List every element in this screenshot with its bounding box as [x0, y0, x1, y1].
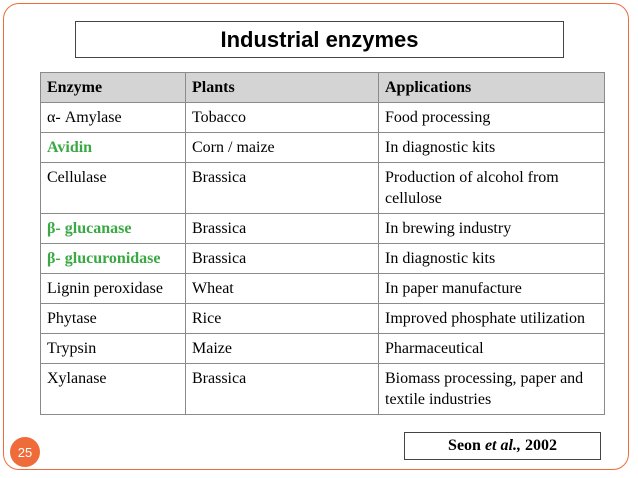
- enzyme-cell: β- glucuronidase: [41, 244, 186, 274]
- title-box: [75, 21, 564, 58]
- table-row: [41, 163, 605, 214]
- citation-year: 2002: [524, 437, 557, 454]
- table-row: [41, 214, 605, 244]
- application-cell: Pharmaceutical: [379, 334, 605, 364]
- table-row: [41, 364, 605, 415]
- plants-cell: Corn / maize: [186, 133, 379, 163]
- enzyme-cell: Avidin: [41, 133, 186, 163]
- citation-etal: et al.,: [484, 437, 521, 454]
- application-cell: In diagnostic kits: [379, 133, 605, 163]
- plants-cell: Brassica: [186, 214, 379, 244]
- application-cell: Food processing: [379, 103, 605, 133]
- table-header-row: [41, 73, 605, 103]
- enzyme-cell: Trypsin: [41, 334, 186, 364]
- plants-cell: Brassica: [186, 244, 379, 274]
- enzyme-cell: Lignin peroxidase: [41, 274, 186, 304]
- plants-cell: Wheat: [186, 274, 379, 304]
- plants-cell: Brassica: [186, 163, 379, 214]
- plants-cell: Maize: [186, 334, 379, 364]
- enzyme-cell: β- glucanase: [41, 214, 186, 244]
- enzyme-table: [40, 72, 605, 415]
- table-row: [41, 133, 605, 163]
- table-row: [41, 334, 605, 364]
- application-cell: In brewing industry: [379, 214, 605, 244]
- table-row: [41, 103, 605, 133]
- enzyme-cell: Phytase: [41, 304, 186, 334]
- slide-title: Industrial enzymes: [220, 26, 419, 52]
- enzyme-cell: Xylanase: [41, 364, 186, 415]
- header-applications: Applications: [379, 73, 605, 103]
- citation-box: [404, 432, 601, 460]
- page-number-badge: [10, 437, 40, 467]
- plants-cell: Rice: [186, 304, 379, 334]
- application-cell: In paper manufacture: [379, 274, 605, 304]
- header-plants: Plants: [186, 73, 379, 103]
- table-row: [41, 244, 605, 274]
- plants-cell: Tobacco: [186, 103, 379, 133]
- enzyme-cell: α- Amylase: [41, 103, 186, 133]
- application-cell: Production of alcohol from cellulose: [379, 163, 605, 214]
- application-cell: Biomass processing, paper and textile industries: [379, 364, 605, 415]
- page-number: 25: [17, 444, 33, 460]
- enzyme-cell: Cellulase: [41, 163, 186, 214]
- citation-author: Seon: [448, 437, 481, 454]
- table-row: [41, 274, 605, 304]
- application-cell: Improved phosphate utilization: [379, 304, 605, 334]
- plants-cell: Brassica: [186, 364, 379, 415]
- table-row: [41, 304, 605, 334]
- application-cell: In diagnostic kits: [379, 244, 605, 274]
- header-enzyme: Enzyme: [41, 73, 186, 103]
